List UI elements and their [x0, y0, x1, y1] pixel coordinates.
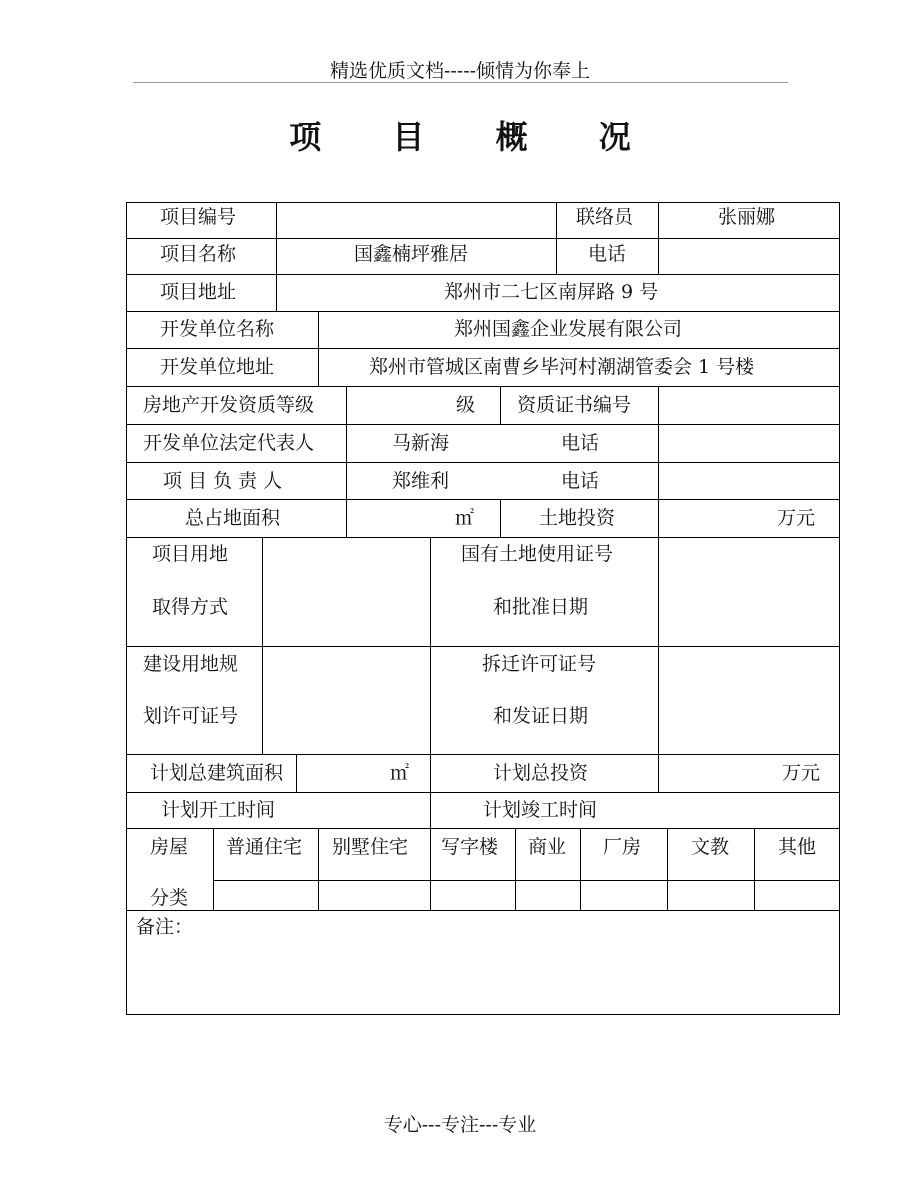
table-line — [346, 386, 347, 537]
developer-address-value[interactable]: 郑州市管城区南曹乡毕河村潮湖管委会 1 号楼 — [369, 356, 755, 378]
house-type-education: 文教 — [691, 836, 730, 858]
table-line — [126, 311, 840, 312]
table-line — [126, 646, 840, 647]
land-cert-label-2: 和批准日期 — [493, 596, 589, 618]
land-invest-unit: 万元 — [777, 507, 816, 529]
project-address-value[interactable]: 郑州市二七区南屏路 9 号 — [444, 281, 659, 303]
table-line — [658, 386, 659, 537]
table-line — [500, 386, 501, 424]
header-rule — [133, 82, 788, 83]
table-line — [754, 828, 755, 910]
table-line — [126, 1014, 840, 1015]
house-type-commercial: 商业 — [528, 836, 567, 858]
table-line — [556, 202, 557, 274]
start-time-label: 计划开工时间 — [161, 799, 276, 821]
developer-address-label: 开发单位地址 — [160, 356, 275, 378]
plan-invest-label: 计划总投资 — [493, 762, 589, 784]
house-type-other: 其他 — [778, 836, 817, 858]
table-line — [430, 537, 431, 828]
table-line — [296, 754, 297, 792]
house-type-office: 写字楼 — [441, 836, 499, 858]
demolition-label-1: 拆迁许可证号 — [482, 653, 597, 675]
page-footer: 专心---专注---专业 — [383, 1114, 537, 1136]
table-line — [515, 828, 516, 910]
plan-invest-unit: 万元 — [782, 762, 821, 784]
plan-build-area-unit: ㎡ — [390, 762, 410, 784]
table-line — [213, 828, 214, 910]
contact-value[interactable]: 张丽娜 — [718, 206, 776, 228]
table-line — [500, 499, 501, 537]
table-line — [126, 537, 840, 538]
project-no-label: 项目编号 — [160, 206, 237, 228]
table-line — [276, 202, 277, 311]
table-line — [580, 828, 581, 910]
table-line — [126, 202, 127, 1014]
house-type-label-1: 房屋 — [150, 836, 189, 858]
house-type-villa: 别墅住宅 — [332, 836, 409, 858]
table-line — [262, 537, 263, 754]
land-area-label: 总占地面积 — [185, 507, 281, 529]
table-line — [318, 311, 319, 386]
page-header: 精选优质文档-----倾情为你奉上 — [329, 60, 591, 82]
table-line — [126, 386, 840, 387]
legal-rep-value[interactable]: 马新海 — [392, 432, 450, 454]
table-line — [126, 754, 840, 755]
table-line — [318, 828, 319, 910]
land-invest-label: 土地投资 — [539, 507, 616, 529]
project-name-value[interactable]: 国鑫楠坪雅居 — [354, 243, 469, 265]
table-line — [126, 348, 840, 349]
house-type-ordinary: 普通住宅 — [226, 836, 303, 858]
table-line — [126, 238, 840, 239]
table-line — [126, 828, 840, 829]
land-acq-label-1: 项目用地 — [152, 543, 229, 565]
table-line — [839, 202, 840, 1014]
page-title: 项 目 概 况 — [289, 118, 661, 156]
demolition-label-2: 和发证日期 — [493, 705, 589, 727]
contact-label: 联络员 — [576, 206, 634, 228]
cert-no-label: 资质证书编号 — [517, 394, 632, 416]
house-type-factory: 厂房 — [603, 836, 642, 858]
table-line — [430, 828, 431, 910]
house-type-label-2: 分类 — [150, 887, 189, 909]
finish-time-label: 计划竣工时间 — [483, 799, 598, 821]
phone-label: 电话 — [588, 243, 627, 265]
plan-permit-label-2: 划许可证号 — [143, 705, 239, 727]
land-cert-label-1: 国有土地使用证号 — [461, 543, 614, 565]
manager-value[interactable]: 郑维利 — [392, 470, 450, 492]
land-area-unit: ㎡ — [455, 507, 475, 529]
remarks-label: 备注： — [136, 916, 194, 938]
table-line — [126, 462, 840, 463]
table-line — [126, 424, 840, 425]
legal-rep-label: 开发单位法定代表人 — [143, 432, 315, 454]
project-address-label: 项目地址 — [160, 281, 237, 303]
table-line — [658, 202, 659, 274]
table-line — [126, 499, 840, 500]
table-line — [667, 828, 668, 910]
legal-rep-phone-label: 电话 — [561, 432, 600, 454]
table-line — [126, 910, 840, 911]
developer-name-value[interactable]: 郑州国鑫企业发展有限公司 — [454, 318, 683, 340]
land-acq-label-2: 取得方式 — [152, 596, 229, 618]
table-line — [213, 880, 840, 881]
plan-permit-label-1: 建设用地规 — [143, 653, 239, 675]
manager-phone-label: 电话 — [561, 470, 600, 492]
qualification-unit: 级 — [456, 394, 476, 416]
qualification-label: 房地产开发资质等级 — [143, 394, 315, 416]
table-line — [126, 202, 840, 203]
manager-label: 项 目 负 责 人 — [163, 470, 283, 492]
table-line — [126, 792, 840, 793]
project-name-label: 项目名称 — [160, 243, 237, 265]
plan-build-area-label: 计划总建筑面积 — [150, 762, 284, 784]
table-line — [126, 274, 840, 275]
table-line — [658, 537, 659, 792]
developer-name-label: 开发单位名称 — [160, 318, 275, 340]
